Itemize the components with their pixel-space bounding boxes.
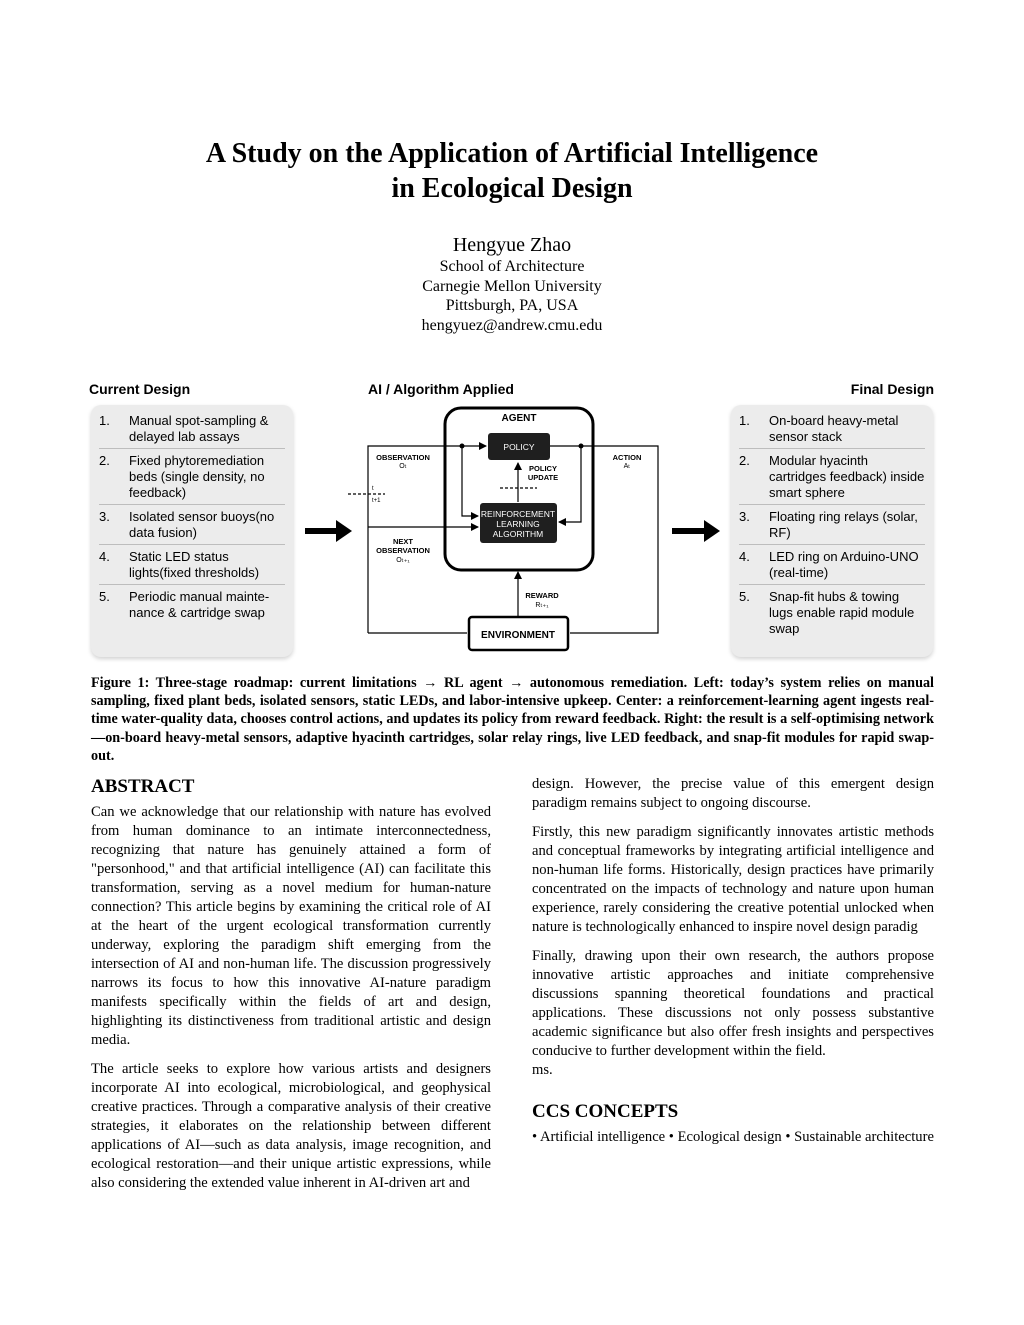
rl-label-3: ALGORITHM [492, 529, 544, 539]
abstract-paragraph-2: The article seeks to explore how various artists and designers incorporate AI into ecological, microbiological, and geophysical creative practices. Through a comparative analysis of their creative strategies, it elaborates on the relationship between different applications of AI—such as data analysis, image recognition, and ecological restoration—and their unique artistic expressions, while also considering the extended value inherent in AI-driven art and [91, 1061, 491, 1191]
list-item: 5. Periodic manual mainte-nance & cartridge swap [99, 589, 270, 620]
ccs-concepts: • Artificial intelligence • Ecological design • Sustainable architecture [532, 1129, 934, 1145]
author-university: Carnegie Mellon University [422, 277, 602, 295]
author-name: Hengyue Zhao [452, 234, 572, 256]
policy-update-label-2: UPDATE [527, 473, 559, 482]
author-affiliation: School of Architecture [439, 258, 585, 275]
time-t-label: t [372, 486, 374, 492]
environment-label: ENVIRONMENT [481, 630, 555, 641]
agent-box [445, 408, 593, 570]
policy-label: POLICY [503, 442, 535, 452]
next-observation-label-1: NEXT [392, 537, 414, 546]
author-location: Pittsburgh, PA, USA [445, 297, 579, 314]
paper-title [0, 136, 1024, 206]
rl-diagram [0, 395, 1024, 660]
abstract-paragraph-1: Can we acknowledge that our relationship with nature has evolved from human dominance to an intimate interconnectedness, recognizing that nature has genuinely attained a form of "personhood," and that artificial intelligence (AI) can facilitate this transformation, serving as a novel medium for human-nature connection? This article begins by examining the critical role of AI at the heart of the urgent ecological transformation currently underway, exploring the paradigm shift emerging from the intersection of AI and non-human life. The discussion progressively narrows its focus to how this innovative AI-nature paradigm manifests specifically within the fields of art and design, highlighting its distinctiveness from traditional artistic and design media. [91, 804, 491, 1048]
junction-dot [460, 444, 465, 449]
left-flow-arrow [305, 520, 352, 542]
agent-label: AGENT [501, 413, 537, 424]
observation-symbol: Oₜ [399, 463, 407, 470]
action-symbol: Aₜ [623, 463, 631, 470]
list-item: 2. Fixed phytoremediation beds (single density, no feedback) [99, 449, 285, 505]
junction-dot [579, 444, 584, 449]
current-design-heading: Current Design [89, 381, 191, 397]
list-item: 3. Isolated sensor buoys(no data fusion) [99, 505, 285, 545]
policy-update-label-1: POLICY [529, 464, 557, 473]
right-paragraph-3: Finally, drawing upon their own research, the authors propose innovative artistic approaches and initiate comprehensive discussions spanning theoretical foundations and practical applications. These discussions not only possess substantive academic significance but also offer fresh insights and perspectives conducive to further development within the field. [532, 948, 934, 1059]
list-item: 3. Floating ring relays (solar, RF) [739, 505, 925, 545]
title-line-1: A Study on the Application of Artificial Intelligence [205, 138, 819, 169]
action-label: ACTION [612, 453, 642, 462]
right-paragraph-2: Firstly, this new paradigm significantly innovates artistic methods and conceptual frameworks by integrating artificial intelligence and non-human life forms. Historically, design practices have primarily concentrated on the impacts of technology and nature upon human experience, rarely considering the creative potential unlocked when nature is technologically enhanced to inspire novel design paradig [532, 824, 934, 935]
figure-caption: Figure 1: Three-stage roadmap: current limitations → RL agent → autonomous remediation. Left: today’s system relies on manual sampling, fixed plant beds, isolated sensors, static LEDs, and labor-intensive upkeep. Center: a reinforcement-learning agent ingests real-time water-quality data, chooses control actions, and updates its policy from reward feedback. Right: the result is a self-optimising network—on-board heavy-metal sensors, adaptive hyacinth cartridges, solar relay rings, live LED feedback, and snap-fit modules for rapid swap-out. [91, 675, 934, 764]
ccs-heading: CCS CONCEPTS [532, 1101, 679, 1122]
author-block [0, 233, 1024, 335]
time-t1-label: t+1 [372, 498, 381, 504]
list-item: 5. Snap-fit hubs & towing lugs enable rapid module swap [739, 589, 915, 636]
right-flow-arrow [672, 520, 720, 542]
next-observation-label-2: OBSERVATION [376, 546, 430, 555]
left-column [91, 775, 491, 1203]
reward-symbol: Rₜ₊₁ [535, 602, 549, 609]
author-email: hengyuez@andrew.cmu.edu [421, 316, 603, 334]
next-observation-symbol: Oₜ₊₁ [396, 557, 410, 564]
list-item: 1. On-board heavy-metal sensor stack [739, 409, 925, 449]
rl-label-1: REINFORCEMENT [480, 509, 556, 519]
title-line-2: in Ecological Design [391, 173, 633, 204]
right-paragraph-1: design. However, the precise value of this emergent design paradigm remains subject to ongoing discourse. [532, 776, 934, 811]
list-item: 2. Modular hyacinth cartridges feedback) inside smart sphere [739, 449, 925, 505]
reward-label: REWARD [525, 591, 559, 600]
ai-heading: AI / Algorithm Applied [368, 381, 514, 397]
right-column [532, 775, 934, 1157]
abstract-heading: ABSTRACT [91, 776, 195, 797]
observation-label: OBSERVATION [376, 453, 430, 462]
list-item: 4. LED ring on Arduino-UNO (real-time) [739, 545, 925, 585]
list-item: 4. Static LED status lights(fixed thresholds) [99, 545, 285, 585]
final-design-heading: Final Design [850, 381, 934, 397]
rl-label-2: LEARNING [496, 519, 540, 529]
right-paragraph-3-tail: ms. [532, 1062, 553, 1078]
list-item: 1. Manual spot-sampling & delayed lab assays [99, 409, 285, 449]
